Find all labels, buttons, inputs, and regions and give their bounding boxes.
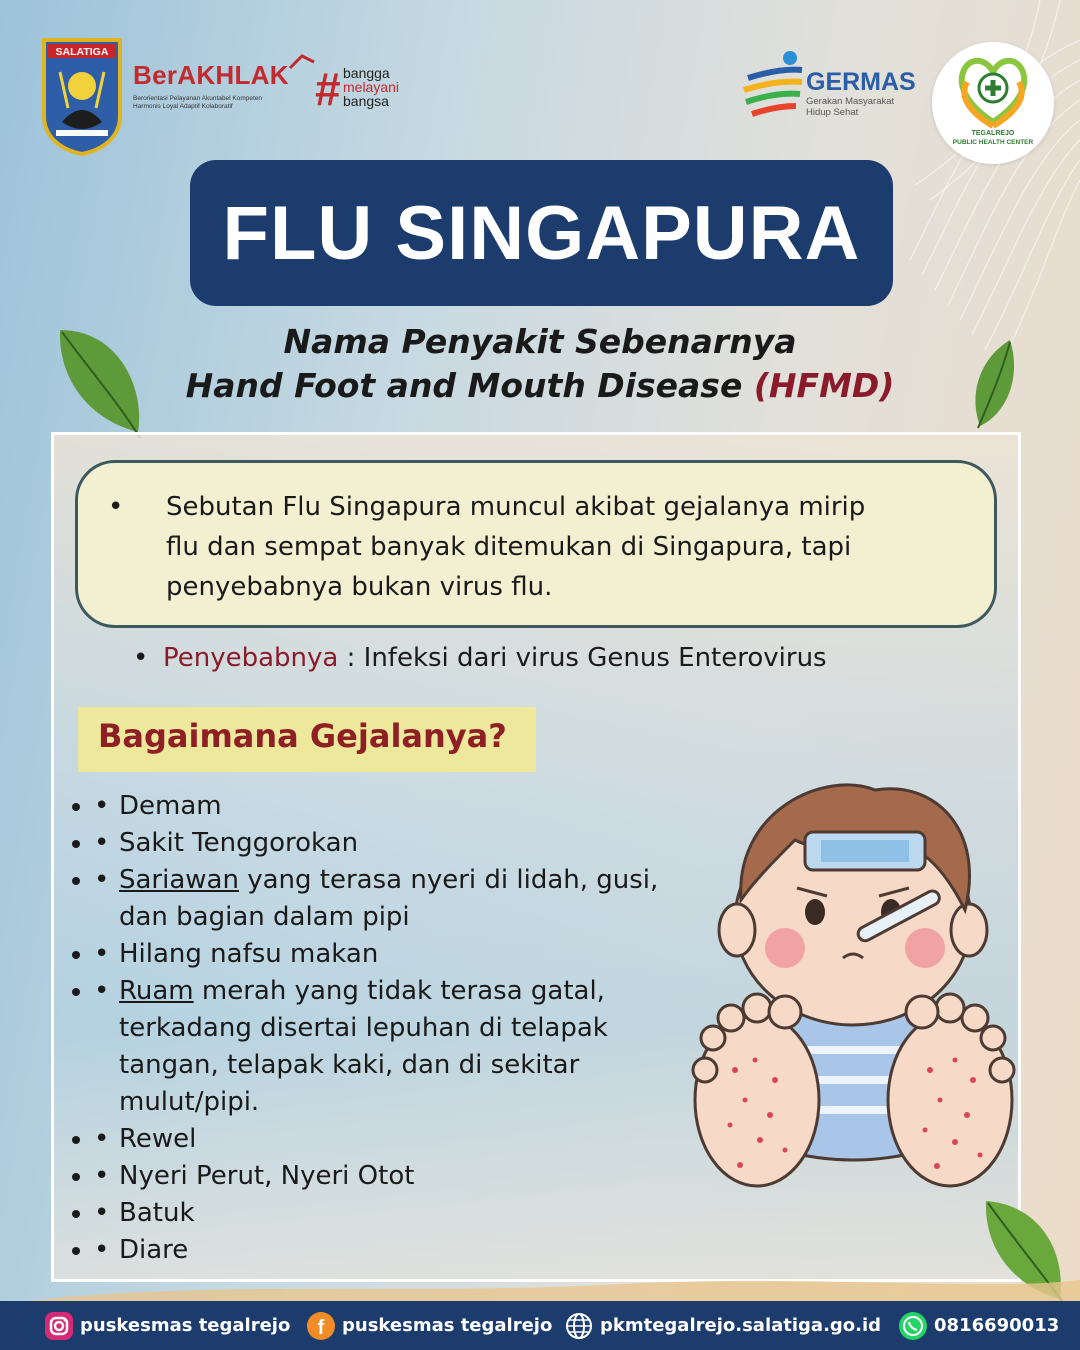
berakhlak-logo	[133, 52, 423, 122]
germas-emblem-icon	[740, 48, 810, 128]
sick-child-illustration	[675, 770, 1030, 1210]
crest-label: SALATIGA	[55, 46, 109, 58]
footer-facebook[interactable]	[306, 1301, 552, 1350]
cause-value: : Infeksi dari virus Genus Enterovirus	[338, 643, 827, 673]
website-url: pkmtegalrejo.salatiga.go.id	[600, 1315, 882, 1336]
leaf-decoration-left	[50, 320, 150, 440]
info-text: • Sebutan Flu Singapura muncul akibat gejalanya mirip flu dan sempat banyak ditemukan di Singapura, tapi penyebabnya bukan virus flu.	[136, 487, 896, 607]
health-center-name: TEGALREJO	[971, 130, 1015, 137]
list-item: • • Ruam merah yang tidak terasa gatal, terkadang disertai lepuhan di telapak tangan, telapak kaki, dan di sekitar mulut/pipi.	[94, 973, 684, 1121]
health-center-emblem-icon	[953, 52, 1033, 130]
cause-key: Penyebabnya	[163, 643, 339, 673]
footer-instagram[interactable]	[44, 1301, 290, 1350]
tegalrejo-health-center-logo	[932, 42, 1054, 164]
instagram-icon	[44, 1311, 74, 1341]
list-item: • • Demam	[94, 788, 684, 825]
footer-website[interactable]	[564, 1301, 881, 1350]
symptoms-heading: Bagaimana Gejalanya?	[98, 717, 507, 755]
footer-bar	[0, 1301, 1080, 1350]
subtitle-line-1: Nama Penyakit Sebenarnya	[283, 322, 797, 361]
bangga-melayani-bangsa: bangga melayani bangsa	[343, 65, 400, 109]
title-banner	[190, 160, 893, 306]
arrow-icon	[288, 52, 316, 70]
subtitle-abbreviation: (HFMD)	[753, 366, 895, 405]
whatsapp-icon	[898, 1311, 928, 1341]
berakhlak-tagline: Berorientasi Pelayanan Akuntabel Kompeten Harmonis Loyal Adaptif Kolaboratif	[133, 95, 263, 110]
whatsapp-number: 0816690013	[934, 1315, 1060, 1336]
list-item: • • Diare	[94, 1232, 684, 1269]
subtitle-line-2: Hand Foot and Mouth Disease (HFMD)	[185, 366, 895, 405]
page-title: FLU SINGAPURA	[222, 190, 861, 276]
germas-logo	[740, 48, 925, 128]
berakhlak-word: BerAKHLAK	[133, 60, 289, 90]
footer-whatsapp[interactable]	[898, 1301, 1059, 1350]
symptoms-heading-box	[78, 707, 536, 772]
list-item: • • Hilang nafsu makan	[94, 936, 684, 973]
globe-icon	[564, 1311, 594, 1341]
subtitle	[0, 320, 1080, 408]
list-item: • • Sariawan yang terasa nyeri di lidah, gusi, dan bagian dalam pipi	[94, 862, 684, 936]
list-item: • • Nyeri Perut, Nyeri Otot	[94, 1158, 684, 1195]
salatiga-crest-logo	[42, 38, 122, 156]
sand-decoration	[0, 1270, 1080, 1304]
list-item: • • Batuk	[94, 1195, 684, 1232]
info-box	[75, 460, 997, 628]
symptoms-list	[94, 788, 684, 1269]
leaf-decoration-right	[962, 338, 1022, 430]
cause-item	[133, 638, 827, 678]
facebook-handle: puskesmas tegalrejo	[342, 1315, 553, 1336]
hashtag-icon: #	[315, 63, 341, 115]
svg-text:f: f	[317, 1316, 325, 1339]
instagram-handle: puskesmas tegalrejo	[80, 1315, 291, 1336]
germas-subtitle: Gerakan Masyarakat Hidup Sehat	[806, 96, 895, 118]
health-center-subtitle: PUBLIC HEALTH CENTER	[952, 139, 1034, 146]
facebook-icon	[306, 1311, 336, 1341]
germas-name: GERMAS	[806, 68, 916, 96]
list-item: • • Sakit Tenggorokan	[94, 825, 684, 862]
list-item: • • Rewel	[94, 1121, 684, 1158]
